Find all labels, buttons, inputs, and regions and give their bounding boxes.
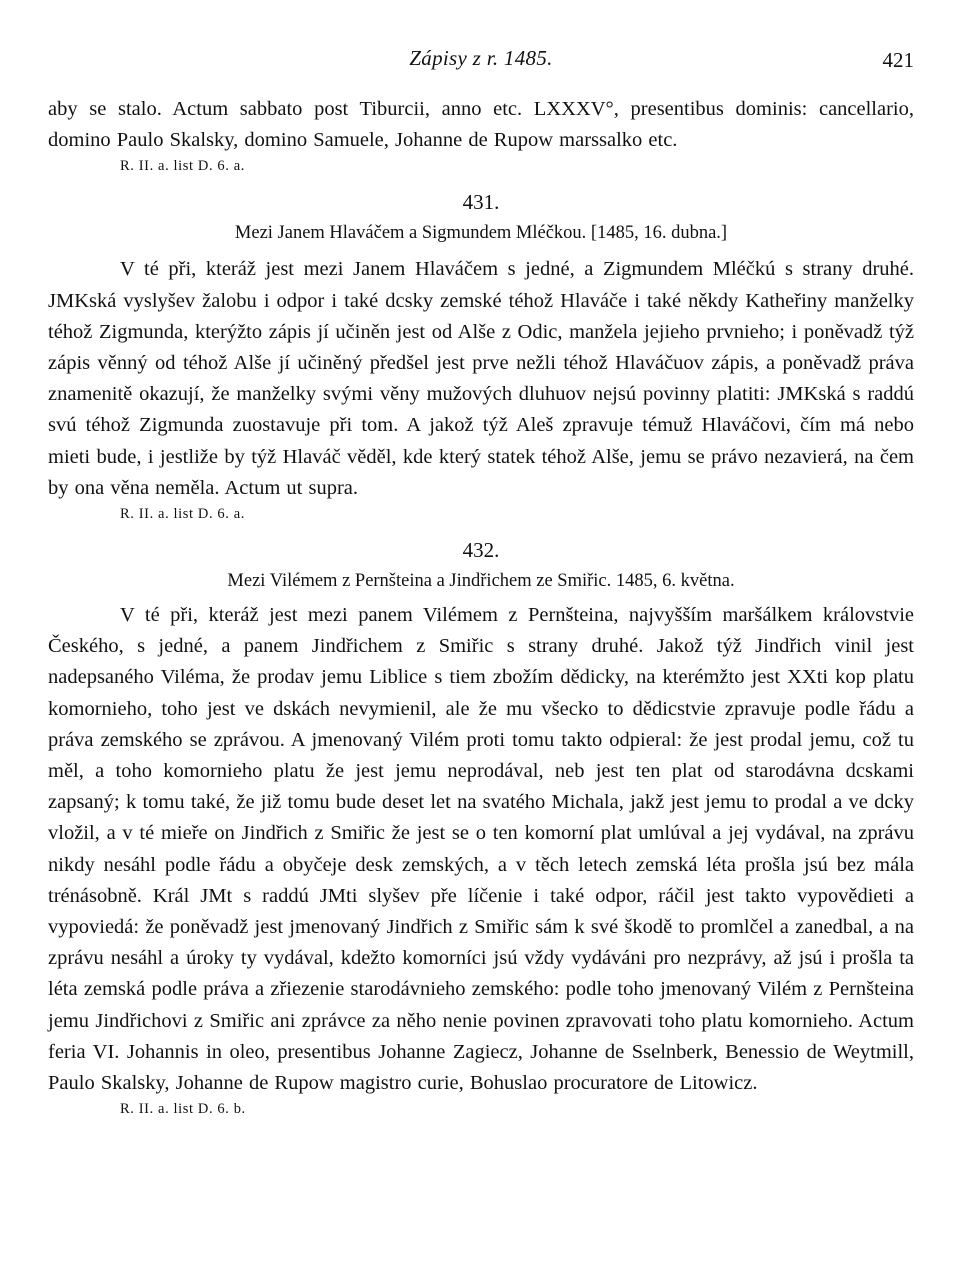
running-title: Zápisy z r. 1485. — [409, 46, 553, 70]
entry-432 — [48, 536, 914, 1119]
continuation-paragraph: aby se stalo. Actum sabbato post Tiburcii, anno etc. LXXXV°, presentibus dominis: cancellario, domino Paulo Skalsky, domino Samuele, Johanne de Rupow marssalko etc. — [48, 98, 914, 152]
entry-heading: Mezi Vilémem z Pernšteina a Jindřichem ze Smiřic. 1485, 6. května. — [227, 571, 735, 592]
page-number: 421 — [882, 48, 914, 72]
document-page — [48, 0, 914, 1119]
entry-number: 431. — [462, 190, 500, 215]
page-header — [48, 0, 914, 80]
entry-text: V té při, kteráž jest mezi panem Vilémem z Pernšteina, najvyšším maršálkem královstvie Českého, s jedné, a panem Jindřichem z Smiřic s strany druhé. Jakož týž Jindřich vinil jest nadepsaného Viléma, že prodav jemu Liblice s tiem zbožím dědicky, na kterémžto jest XXti kop platu komornieho, toho jest ve dskách nevymienil, ale že mu všecko to dědicstvie zpravuje podle řádu a práva zemského se zprávou. A jmenovaný Vilém proti tomu takto odpieral: že jest prodal jemu, což tu měl, a toho komornieho platu že jest jemu neprodával, neb jest ten plat od starodávna dcskami zapsaný; k tomu také, že již tomu bude deset let na svatého Michala, jakž jest jemu to prodal a ve dcky vložil, a v té mieře on Jindřich z Smiřic že jest se o ten komorní plat umlúval a jej vydával, na zprávu nikdy nesáhl podle řádu a obyčeje desk zemských, a v těch letech zemská léta prošla jsú bez mála trénásobně. Král JMt s raddú JMti slyšev pře líčenie i také odpor, ráčil jest takto vypovědieti a vypoviedá: že poněvadž jest jmenovaný Jindřich z Smiřic sám k své škodě to promlčel a zanedbal, a na zprávu nesáhl a úroky ty vydával, kdežto komorníci jsú vždy vydáváni pro nezprávy, až jsú i prošla ta léta zemská podle práva a zřiezenie starodávnieho zemského: podle toho jmenovaný Vilém z Pernšteina jemu Jindřichovi z Smiřic ani zprávce za něho nenie povinen zpravovati toho platu komornieho. Actum feria VI. Johannis in oleo, presentibus Johanne Zagiecz, Johanne de Sselnberk, Benessio de Weytmill, Paulo Skalsky, Johanne de Rupow magistro curie, Bohuslao procuratore de Litowicz. — [48, 604, 914, 1095]
source-reference: R. II. a. list D. 6. b. — [120, 1101, 246, 1118]
source-reference: R. II. a. list D. 6. a. — [120, 158, 245, 175]
entry-number: 432. — [462, 538, 500, 563]
source-reference: R. II. a. list D. 6. a. — [120, 506, 245, 523]
entry-431 — [48, 188, 914, 524]
entry-text: V té při, kteráž jest mezi Janem Hlaváčem s jedné, a Zigmundem Mléčkú s strany druhé. JMKská vyslyšev žalobu i odpor i také dcsky zemské téhož Hlaváče i také někdy Katheřiny manželky téhož Zigmunda, kterýžto zápis jí učiněn jest od Alše z Odic, manžela jejieho prvnieho; i poněvadž týž zápis věnný od téhož Alše jí učiněný předšel jest prve nežli téhož Hlaváčuov zápis, a poněvadž práva znamenitě okazují, že manželky svými věny mužových dluhuov nejsú povinny platiti: JMKská s raddú svú téhož Zigmunda zuostavuje při tom. A jakož týž Aleš zpravuje témuž Hlaváčovi, čím má nebo mieti bude, i jestliže by týž Hlaváč věděl, kde který statek téhož Alše, jemu se právo nezavierá, na čem by ona věna neměla. Actum ut supra. — [48, 258, 914, 499]
entry-heading: Mezi Janem Hlaváčem a Sigmundem Mléčkou. [1485, 16. dubna.] — [234, 223, 728, 244]
